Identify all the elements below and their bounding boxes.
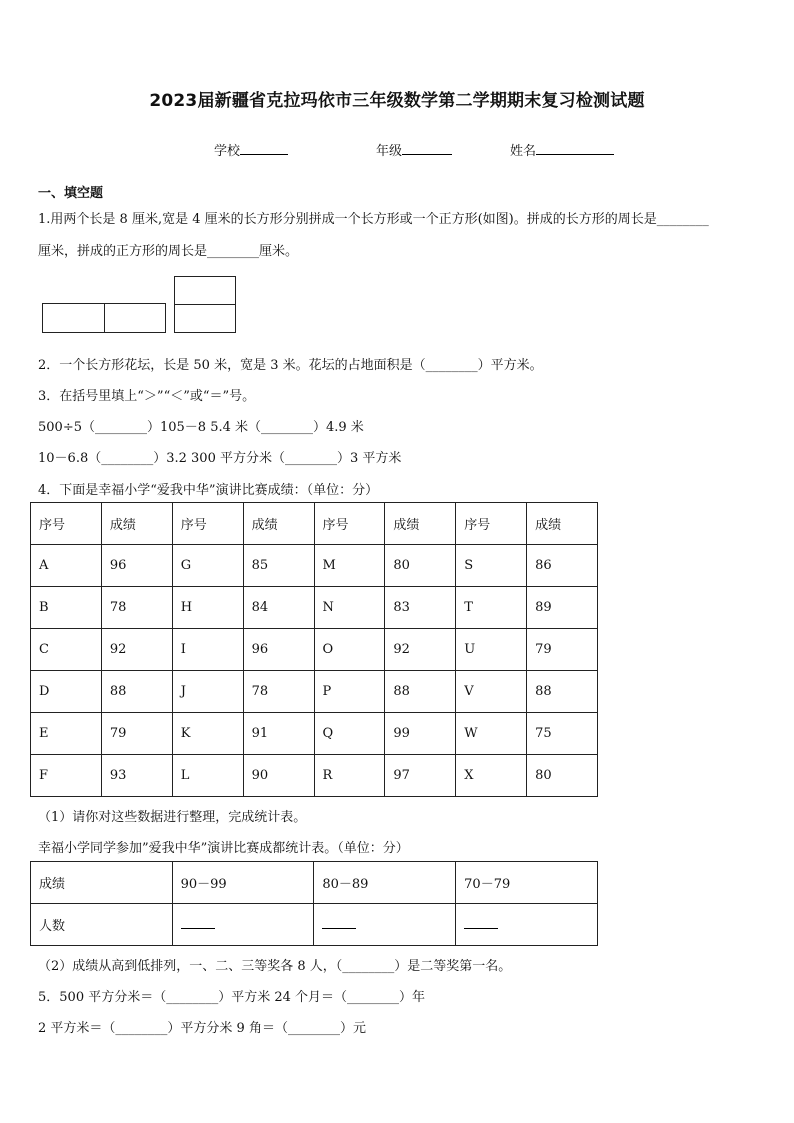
table-cell: 97 xyxy=(385,755,456,797)
table-cell: L xyxy=(172,755,243,797)
table-cell: H xyxy=(172,587,243,629)
table-header-row xyxy=(31,503,598,545)
table-cell: 89 xyxy=(527,587,598,629)
table-cell: P xyxy=(314,671,385,713)
table-cell: 78 xyxy=(101,587,172,629)
table-cell: 88 xyxy=(385,671,456,713)
stat-row-score xyxy=(31,862,598,904)
stat-answer-cell[interactable] xyxy=(456,904,598,946)
table-cell: U xyxy=(456,629,527,671)
table-cell: B xyxy=(31,587,102,629)
table-cell: S xyxy=(456,545,527,587)
table-cell: G xyxy=(172,545,243,587)
table-cell: 成绩 xyxy=(101,503,172,545)
stat-cell: 成绩 xyxy=(31,862,173,904)
answer-blank[interactable] xyxy=(181,916,215,929)
question-4-intro: 4．下面是幸福小学“爱我中华”演讲比赛成绩：（单位：分） xyxy=(38,483,379,498)
table-cell: N xyxy=(314,587,385,629)
school-field xyxy=(214,140,288,159)
grade-field xyxy=(376,140,452,159)
question-3-row-2: 10－6.8（________）3.2 300 平方分米（________）3 平方米 xyxy=(38,451,402,466)
table-cell: 88 xyxy=(101,671,172,713)
table-cell: W xyxy=(456,713,527,755)
table-cell: 96 xyxy=(101,545,172,587)
table-cell: 86 xyxy=(527,545,598,587)
table-cell: D xyxy=(31,671,102,713)
stat-cell: 90－99 xyxy=(172,862,314,904)
question-1-line-1: 1.用两个长是 8 厘米,宽是 4 厘米的长方形分别拼成一个长方形或一个正方形(如图)。拼成的长方形的周长是________ xyxy=(38,212,709,227)
page-title: 2023届新疆省克拉玛依市三年级数学第二学期期末复习检测试题 xyxy=(149,91,645,111)
stat-cell: 80－89 xyxy=(314,862,456,904)
stat-table xyxy=(30,861,598,946)
table-row xyxy=(31,671,598,713)
table-cell: M xyxy=(314,545,385,587)
table-cell: T xyxy=(456,587,527,629)
table-cell: 99 xyxy=(385,713,456,755)
table-cell: 78 xyxy=(243,671,314,713)
name-blank[interactable] xyxy=(536,141,614,155)
table-cell: X xyxy=(456,755,527,797)
table-cell: 序号 xyxy=(31,503,102,545)
table-cell: J xyxy=(172,671,243,713)
table-cell: 92 xyxy=(101,629,172,671)
rect-right xyxy=(104,303,166,333)
stat-row-count xyxy=(31,904,598,946)
table-cell: O xyxy=(314,629,385,671)
table-cell: 序号 xyxy=(172,503,243,545)
grade-blank[interactable] xyxy=(402,141,452,155)
question-2: 2．一个长方形花坛，长是 50 米，宽是 3 米。花坛的占地面积是（________）平方米。 xyxy=(38,358,543,373)
table-row xyxy=(31,713,598,755)
table-cell: 90 xyxy=(243,755,314,797)
table-row xyxy=(31,545,598,587)
question-5-row-2: 2 平方米＝（________）平方分米 9 角＝（________）元 xyxy=(38,1021,366,1036)
stat-cell: 人数 xyxy=(31,904,173,946)
table-cell: 83 xyxy=(385,587,456,629)
question-3-row-1: 500÷5（________）105－8 5.4 米（________）4.9 米 xyxy=(38,420,364,435)
table-cell: K xyxy=(172,713,243,755)
table-row xyxy=(31,629,598,671)
table-cell: C xyxy=(31,629,102,671)
stat-answer-cell[interactable] xyxy=(172,904,314,946)
answer-blank[interactable] xyxy=(464,916,498,929)
table-cell: 80 xyxy=(527,755,598,797)
table-cell: A xyxy=(31,545,102,587)
school-label: 学校 xyxy=(214,144,241,159)
table-cell: 79 xyxy=(527,629,598,671)
table-cell: 88 xyxy=(527,671,598,713)
answer-blank[interactable] xyxy=(322,916,356,929)
table-cell: 96 xyxy=(243,629,314,671)
school-blank[interactable] xyxy=(240,141,288,155)
table-cell: I xyxy=(172,629,243,671)
table-cell: 成绩 xyxy=(385,503,456,545)
table-cell: 75 xyxy=(527,713,598,755)
table-cell: V xyxy=(456,671,527,713)
question-4-sub-2: （2）成绩从高到低排列，一、二、三等奖各 8 人，（________）是二等奖第一名。 xyxy=(38,959,512,974)
table-cell: 序号 xyxy=(314,503,385,545)
table-cell: 85 xyxy=(243,545,314,587)
table-row xyxy=(31,755,598,797)
table-cell: R xyxy=(314,755,385,797)
table-cell: 80 xyxy=(385,545,456,587)
table-cell: 84 xyxy=(243,587,314,629)
stat-answer-cell[interactable] xyxy=(314,904,456,946)
table-cell: 92 xyxy=(385,629,456,671)
section-heading: 一、填空题 xyxy=(38,186,104,201)
square-bottom xyxy=(174,304,236,333)
table-row xyxy=(31,587,598,629)
table-cell: 序号 xyxy=(456,503,527,545)
rect-left xyxy=(42,303,105,333)
stat-table-caption: 幸福小学同学参加”爱我中华”演讲比赛成都统计表。（单位：分） xyxy=(38,841,409,856)
table-cell: F xyxy=(31,755,102,797)
score-table xyxy=(30,502,598,797)
grade-label: 年级 xyxy=(376,144,403,159)
square-top xyxy=(174,276,236,305)
table-cell: 91 xyxy=(243,713,314,755)
question-1-line-2: 厘米，拼成的正方形的周长是________厘米。 xyxy=(38,244,299,259)
table-cell: E xyxy=(31,713,102,755)
table-cell: 成绩 xyxy=(527,503,598,545)
table-cell: 79 xyxy=(101,713,172,755)
table-cell: 93 xyxy=(101,755,172,797)
stat-cell: 70－79 xyxy=(456,862,598,904)
question-3-intro: 3．在括号里填上“＞”“＜”或“＝”号。 xyxy=(38,389,256,404)
name-field xyxy=(510,140,614,159)
question-5-row-1: 5．500 平方分米＝（________）平方米 24 个月＝（________）年 xyxy=(38,990,426,1005)
table-cell: 成绩 xyxy=(243,503,314,545)
table-cell: Q xyxy=(314,713,385,755)
name-label: 姓名 xyxy=(510,144,537,159)
question-4-sub-1: （1）请你对这些数据进行整理，完成统计表。 xyxy=(38,810,307,825)
